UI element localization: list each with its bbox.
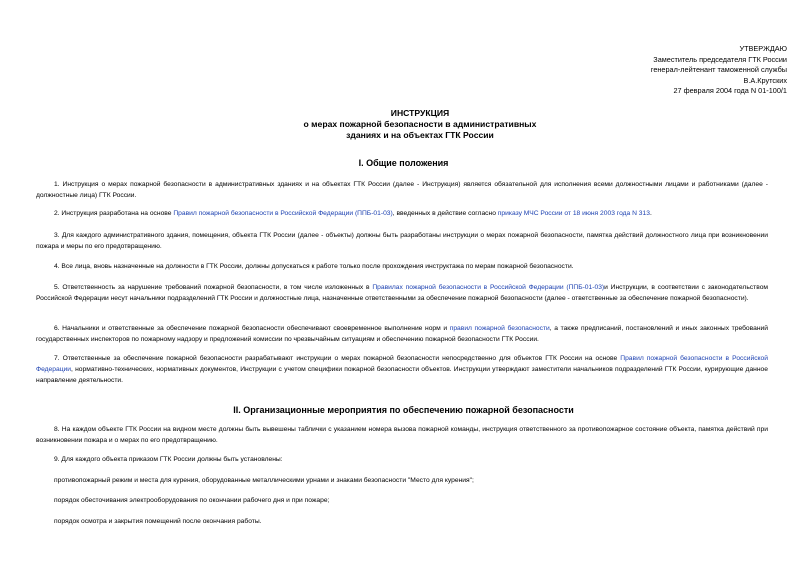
paragraph-8: 8. На каждом объекте ГТК России на видном месте должны быть вывешены таблички с указанием номера вызова пожарной команды, инструкция ответственного за противопожарное состояние объекта, памятка действий при возникновении пожара и о мерах по его предотвращению. <box>36 426 768 444</box>
paragraph-6-text-a: 6. Начальники и ответственные за обеспечение пожарной безопасности обеспечивают своевременное выполнение норм и <box>54 325 450 332</box>
approval-rank: генерал-лейтенант таможенной службы <box>650 65 787 75</box>
approval-block <box>651 44 787 97</box>
paragraph-7-text-a: 7. Ответственные за обеспечение пожарной безопасности разрабатывают инструкции о мерах пожарной безопасности непосредственно для объектов ГТК России на основе <box>54 355 621 362</box>
link-fire-safety-rules[interactable]: Правил пожарной безопасности в Российской Федерации (ППБ-01-03) <box>173 210 393 217</box>
link-fire-rules[interactable]: правил пожарной безопасности <box>449 325 550 332</box>
paragraph-12: порядок осмотра и закрытия помещений после окончания работы. <box>54 518 262 525</box>
paragraph-4: 4. Все лица, вновь назначенные на должности в ГТК России, должны допускаться к работе только после прохождения инструктажа по мерам пожарной безопасности. <box>54 263 574 270</box>
title-line-3: зданиях и на объектах ГТК России <box>346 130 494 140</box>
paragraph-7-text-b: , нормативно-технических, нормативных документов, Инструкции с учетом специфики пожарной безопасности объектов. Инструкции утверждают заместители начальников подразделений ГТК России, курирующие данное направление деятельности. <box>36 365 768 384</box>
paragraph-10: противопожарный режим и места для курения, оборудованные металлическими урнами и знаками безопасности "Место для курения"; <box>54 477 474 484</box>
paragraph-5 <box>36 283 768 305</box>
paragraph-6 <box>36 324 768 346</box>
section-2-heading: II. Организационные мероприятия по обеспечению пожарной безопасности <box>233 405 574 415</box>
approval-name: В.А.Крутских <box>743 75 787 85</box>
paragraph-9: 9. Для каждого объекта приказом ГТК России должны быть установлены: <box>54 456 283 463</box>
title-line-1: ИНСТРУКЦИЯ <box>390 108 450 118</box>
paragraph-2-text-a: 2. Инструкция разработана на основе <box>54 210 174 217</box>
paragraph-6-text-b: , а также предписаний, постановлений и иных законных требований государственных инспекторов по пожарному надзору и предложений комиссии по чрезвычайным ситуациям и обеспечению пожарной безопасности ГТК России. <box>36 325 768 343</box>
approval-heading: УТВЕРЖДАЮ <box>739 44 787 53</box>
link-mchs-order[interactable]: приказу МЧС России от 18 июня 2003 года N 313 <box>497 210 650 217</box>
paragraph-7 <box>36 354 768 386</box>
link-fire-safety-rules-3[interactable]: Правил пожарной безопасности в Российской Федерации <box>36 355 768 373</box>
paragraph-2-text-c: . <box>649 210 652 217</box>
paragraph-11: порядок обесточивания электрооборудования по окончании рабочего дня и при пожаре; <box>54 497 330 504</box>
approval-date: 27 февраля 2004 года N 01-100/1 <box>673 86 787 96</box>
paragraph-1: 1. Инструкция о мерах пожарной безопасности в административных зданиях и на объектах ГТК России (далее - Инструкция) является обязательной для исполнения всеми должностными лицами и работниками (далее - должностные лица) ГТК России. <box>36 181 768 199</box>
section-1-heading: I. Общие положения <box>358 158 449 168</box>
title-line-2: о мерах пожарной безопасности в административных <box>303 119 537 129</box>
approval-position: Заместитель председателя ГТК России <box>653 54 787 64</box>
paragraph-3: 3. Для каждого административного здания, помещения, объекта ГТК России (далее - объекты) должны быть разработаны инструкции о мерах пожарной безопасности, памятка действий должностного лица при возникновении пожара и меры по его предотвращению. <box>36 232 768 250</box>
document-title <box>230 108 610 141</box>
paragraph-5-text-b: и Инструкции, в соответствии с законодательством Российской Федерации несут начальники подразделений ГТК России и должностные лица, назначенные ответственными за обеспечение пожарной безопасности (далее - ответственные за обеспечение пожарной безопасности). <box>36 284 769 302</box>
paragraph-5-text-a: 5. Ответственность за нарушение требований пожарной безопасности, в том числе изложенных в <box>54 284 373 291</box>
link-fire-safety-rules-2[interactable]: Правилах пожарной безопасности в Российской Федерации (ППБ-01-03) <box>372 284 605 291</box>
paragraph-2-text-b: , введенных в действие согласно <box>392 210 498 217</box>
paragraph-2 <box>36 209 768 220</box>
